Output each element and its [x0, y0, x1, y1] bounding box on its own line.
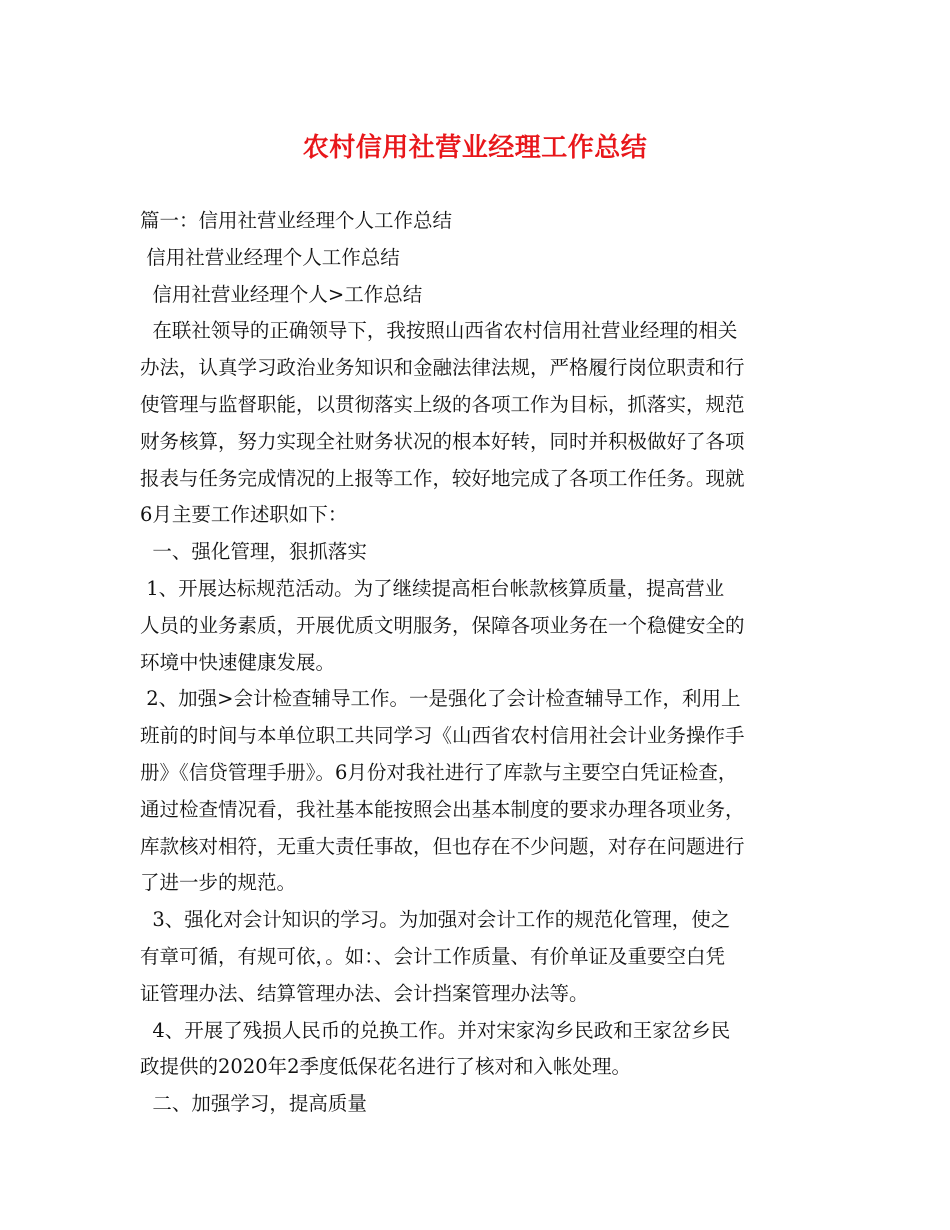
paragraph-line: 办法，认真学习政治业务知识和金融法律法规，严格履行岗位职责和行 [140, 356, 745, 380]
paragraph-line: 财务核算，努力实现全社财务状况的根本好转，同时并积极做好了各项 [140, 429, 745, 453]
paragraph-line: 报表与任务完成情况的上报等工作，较好地完成了各项工作任务。现就 [140, 466, 745, 490]
paragraph-line: 1、开展达标规范活动。为了继续提高柜台帐款核算质量，提高营业 [140, 576, 725, 600]
paragraph-line: 了进一步的规范。 [140, 871, 297, 895]
paragraph-line: 班前的时间与本单位职工共同学习《山西省农村信用社会计业务操作手 [140, 724, 745, 748]
paragraph-line: 在联社领导的正确领导下，我按照山西省农村信用社营业经理的相关 [140, 319, 738, 343]
subheading-link-text: 信用社营业经理个人>工作总结 [140, 282, 423, 306]
paragraph-line: 环境中快速健康发展。 [140, 650, 336, 674]
paragraph-line: 通过检查情况看，我社基本能按照会出基本制度的要求办理各项业务， [140, 797, 745, 821]
paragraph-line: 6月主要工作述职如下： [140, 503, 348, 527]
paragraph-line: 证管理办法、结算管理办法、会计挡案管理办法等。 [140, 981, 589, 1005]
heading-part-one: 篇一：信用社营业经理个人工作总结 [140, 209, 453, 232]
document-body [140, 203, 826, 1123]
paragraph-line: 4、开展了残损人民币的兑换工作。并对宋家沟乡民政和王家岔乡民 [140, 1018, 731, 1042]
section-heading-one: 一、强化管理，狠抓落实 [140, 540, 367, 564]
subheading: 信用社营业经理个人工作总结 [140, 245, 400, 269]
document-title: 农村信用社营业经理工作总结 [302, 133, 648, 163]
paragraph-line: 使管理与监督职能，以贯彻落实上级的各项工作为目标，抓落实，规范 [140, 392, 745, 416]
paragraph-line: 有章可循，有规可依，。如：、会计工作质量、有价单证及重要空白凭 [140, 944, 726, 968]
section-heading-two: 二、加强学习，提高质量 [140, 1092, 367, 1116]
paragraph-line: 2、加强>会计检查辅导工作。一是强化了会计检查辅导工作，利用上 [140, 687, 741, 711]
paragraph-line: 3、强化对会计知识的学习。为加强对会计工作的规范化管理，使之 [140, 908, 731, 932]
paragraph-line: 政提供的2020年2季度低保花名进行了核对和入帐处理。 [140, 1055, 632, 1079]
paragraph-line: 库款核对相符，无重大责任事故，但也存在不少问题，对存在问题进行 [140, 834, 745, 858]
paragraph-line: 人员的业务素质，开展优质文明服务，保障各项业务在一个稳健安全的 [140, 613, 745, 637]
paragraph-line: 册》《信贷管理手册》。6月份对我社进行了库款与主要空白凭证检查， [140, 760, 738, 784]
